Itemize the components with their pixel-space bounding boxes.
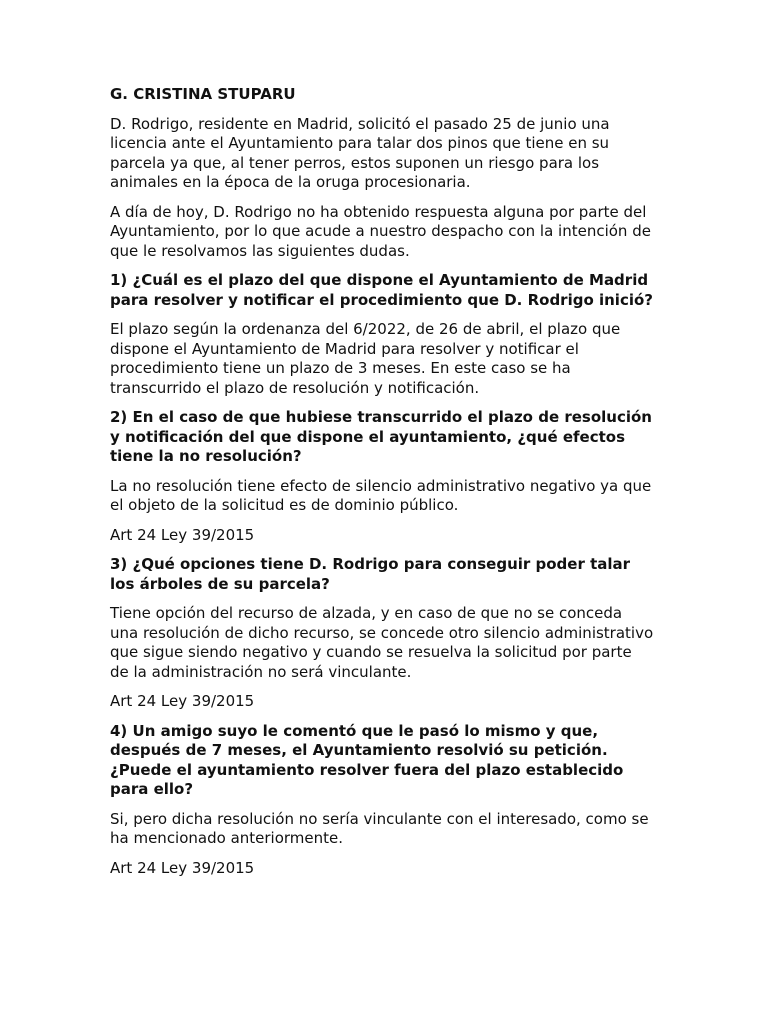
reference-4: Art 24 Ley 39/2015 (110, 858, 255, 877)
intro-paragraph-1: D. Rodrigo, residente en Madrid, solicitó el pasado 25 de junio una licencia ante el Ayuntamiento para talar dos pinos que tiene en su parcela ya que, al tener perros, estos suponen un riesgo para los animales en la época de la oruga procesionaria. (110, 114, 610, 191)
answer-2: La no resolución tiene efecto de silencio administrativo negativo ya que el objeto de la solicitud es de dominio público. (110, 476, 652, 514)
question-1: 1) ¿Cuál es el plazo del que dispone el Ayuntamiento de Madrid para resolver y notificar el procedimiento que D. Rodrigo inició? (110, 271, 653, 309)
answer-4: Si, pero dicha resolución no sería vinculante con el interesado, como se ha mencionado anteriormente. (110, 809, 649, 847)
answer-1: El plazo según la ordenanza del 6/2022, de 26 de abril, el plazo que dispone el Ayuntamiento de Madrid para resolver y notificar el procedimiento tiene un plazo de 3 meses. En este caso se ha transcurrido el plazo de resolución y notificación. (110, 320, 621, 397)
document-title: G. CRISTINA STUPARU (110, 85, 296, 103)
intro-paragraph-2: A día de hoy, D. Rodrigo no ha obtenido respuesta alguna por parte del Ayuntamiento, por lo que acude a nuestro despacho con la intención de que le resolvamos las siguientes dudas. (110, 202, 651, 260)
question-2: 2) En el caso de que hubiese transcurrido el plazo de resolución y notificación del que dispone el ayuntamiento, ¿qué efectos tiene la no resolución? (110, 408, 652, 465)
question-4: 4) Un amigo suyo le comentó que le pasó lo mismo y que, después de 7 meses, el Ayuntamiento resolvió su petición. ¿Puede el ayuntamiento resolver fuera del plazo establecido para ello? (110, 721, 624, 798)
document-page (110, 85, 655, 888)
answer-3: Tiene opción del recurso de alzada, y en caso de que no se conceda una resolución de dicho recurso, se concede otro silencio administrativo que sigue siendo negativo y cuando se resuelva la solicitud por parte de la administración no será vinculante. (110, 604, 654, 681)
reference-2: Art 24 Ley 39/2015 (110, 525, 255, 544)
reference-3: Art 24 Ley 39/2015 (110, 692, 255, 710)
question-3: 3) ¿Qué opciones tiene D. Rodrigo para conseguir poder talar los árboles de su parcela? (110, 555, 631, 593)
